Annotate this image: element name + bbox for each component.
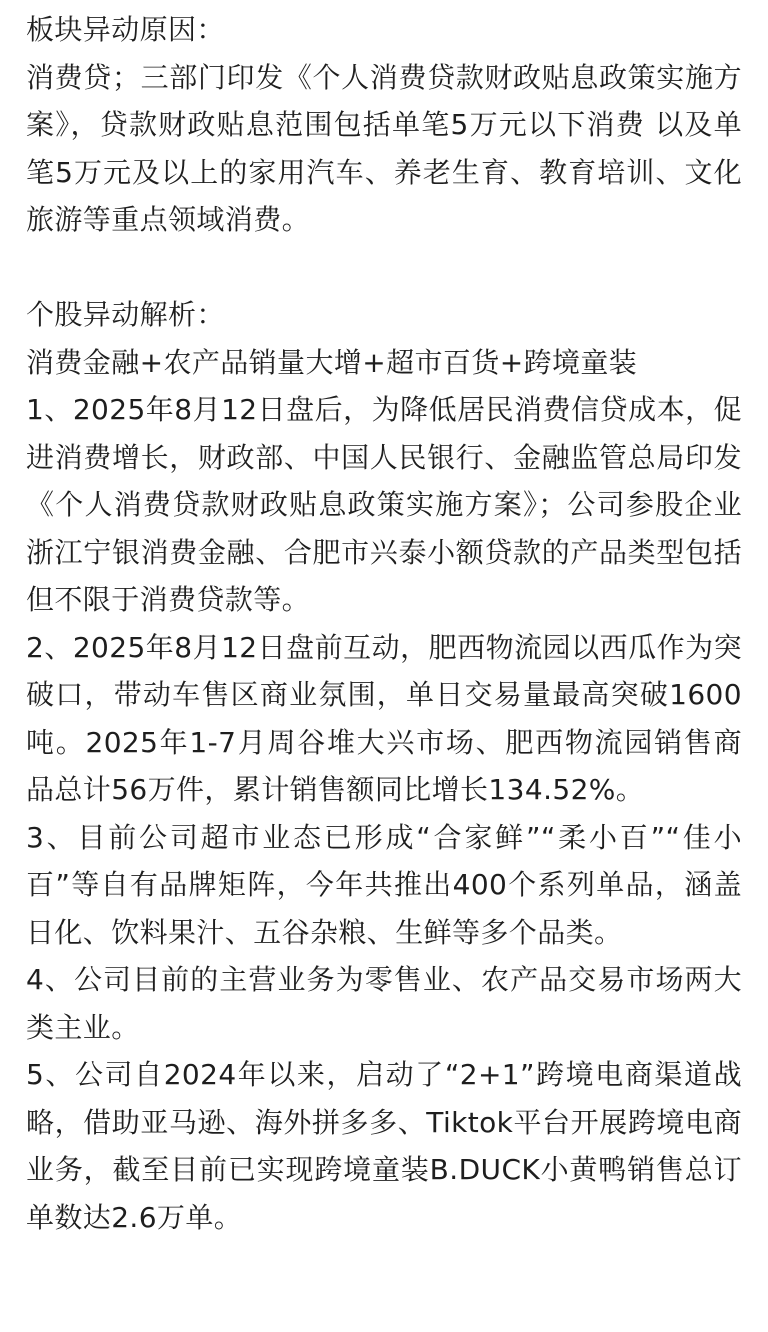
analysis-item-2: 2、2025年8月12日盘前互动，肥西物流园以西瓜作为突破口，带动车售区商业氛围，单日交易量最高突破1600吨。2025年1-7月周谷堆大兴市场、肥西物流园销售商品总计56万件，累计销售额同比增长134.52%。	[26, 630, 742, 806]
section-heading-reason: 板块异动原因：	[26, 13, 225, 46]
analysis-summary: 消费金融+农产品销量大增+超市百货+跨境童装	[26, 345, 638, 379]
reason-paragraph: 消费贷；三部门印发《个人消费贷款财政贴息政策实施方案》，贷款财政贴息范围包括单笔5万元以下消费 以及单笔5万元及以上的家用汽车、养老生育、教育培训、文化旅游等重点领域消费。	[26, 60, 742, 236]
analysis-item-5: 5、公司自2024年以来，启动了“2+1”跨境电商渠道战略，借助亚马逊、海外拼多多、Tiktok平台开展跨境电商业务，截至目前已实现跨境童装B.DUCK小黄鸭销售总订单数达2.6万单。	[26, 1058, 742, 1234]
blank-line	[26, 244, 742, 292]
section-heading-analysis: 个股异动解析：	[26, 298, 225, 331]
analysis-item-4: 4、公司目前的主营业务为零售业、农产品交易市场两大类主业。	[26, 963, 742, 1044]
article-text	[26, 6, 742, 1241]
analysis-item-1: 1、2025年8月12日盘后，为降低居民消费信贷成本，促进消费增长，财政部、中国人民银行、金融监管总局印发《个人消费贷款财政贴息政策实施方案》；公司参股企业浙江宁银消费金融、合肥市兴泰小额贷款的产品类型包括但不限于消费贷款等。	[26, 393, 742, 616]
analysis-item-3: 3、目前公司超市业态已形成“合家鲜”“柔小百”“佳小百”等自有品牌矩阵，今年共推出400个系列单品，涵盖日化、饮料果汁、五谷杂粮、生鲜等多个品类。	[26, 820, 742, 949]
